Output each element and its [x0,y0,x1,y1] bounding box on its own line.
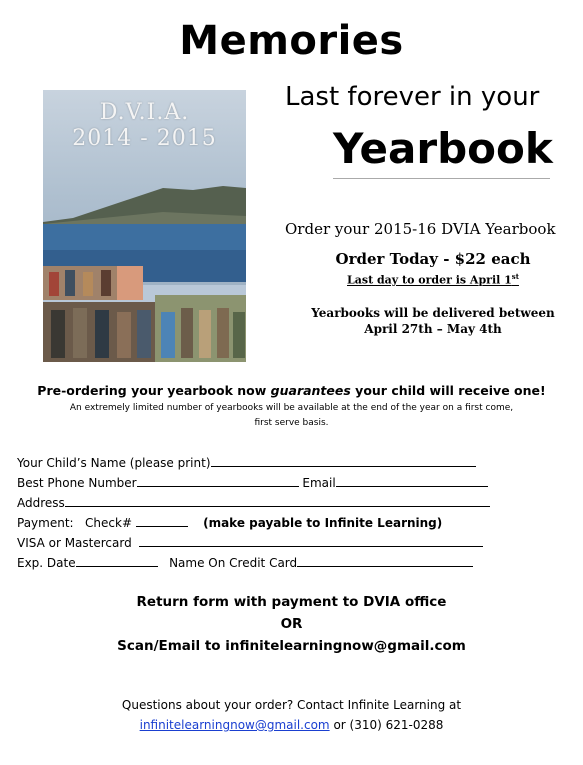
questions-text: Questions about your order? Contact Infinite Learning at [121,698,462,712]
preorder-notice [0,383,583,398]
email-field[interactable] [336,474,488,487]
return-instruction-2: Scan/Email to infinitelearningnow@gmail.com [117,638,466,654]
preorder-text-a: Pre-ordering your yearbook now [37,383,271,398]
exp-label: Exp. Date [17,556,76,570]
card-row [17,534,483,550]
order-price: Order Today - $22 each [335,250,531,268]
preorder-emphasis: guarantees [270,383,351,398]
contact-line [0,718,583,732]
order-line: Order your 2015-16 DVIA Yearbook [285,220,556,238]
address-field[interactable] [65,494,490,507]
delivery-line-2: April 27th – May 4th [364,322,502,336]
delivery-line-1: Yearbooks will be delivered between [311,306,555,320]
headline: Yearbook [333,124,553,173]
child-name-label: Your Child’s Name (please print) [17,456,211,470]
card-label: VISA or Mastercard [17,536,132,550]
last-day-suffix: st [511,272,519,281]
page-title: Memories [179,18,404,64]
cover-years: 2014 - 2015 [72,126,217,151]
last-day-notice [285,272,581,287]
card-name-label: Name On Credit Card [169,556,298,570]
subtitle: Last forever in your [285,82,540,112]
exp-row [17,554,473,570]
card-number-field[interactable] [139,534,483,547]
limited-notice-1: An extremely limited number of yearbooks will be available at the end of the year on a first come, [69,403,514,413]
preorder-text-b: your child will receive one! [350,383,546,398]
payable-note: (make payable to Infinite Learning) [203,516,443,530]
phone-email-row [17,474,488,490]
return-instruction-1: Return form with payment to DVIA office [136,594,447,610]
card-name-field[interactable] [297,554,473,567]
yearbook-cover-image [43,90,246,362]
payment-row [17,514,442,530]
child-name-row [17,454,476,470]
email-label: Email [302,476,336,490]
cover-title: D.V.I.A. [99,100,190,125]
return-instruction-or: OR [280,616,303,632]
check-label: Check# [85,516,132,530]
check-number-field[interactable] [136,514,188,527]
headline-rule [333,178,550,179]
last-day-text: Last day to order is April 1 [347,273,512,287]
contact-email-link[interactable]: infinitelearningnow@gmail.com [139,718,330,732]
child-name-field[interactable] [211,454,476,467]
limited-notice-2: first serve basis. [254,418,329,428]
exp-date-field[interactable] [76,554,158,567]
payment-label: Payment: [17,516,74,530]
address-label: Address [17,496,65,510]
address-row [17,494,490,510]
contact-phone: or (310) 621-0288 [329,718,444,732]
phone-field[interactable] [137,474,299,487]
phone-label: Best Phone Number [17,476,137,490]
